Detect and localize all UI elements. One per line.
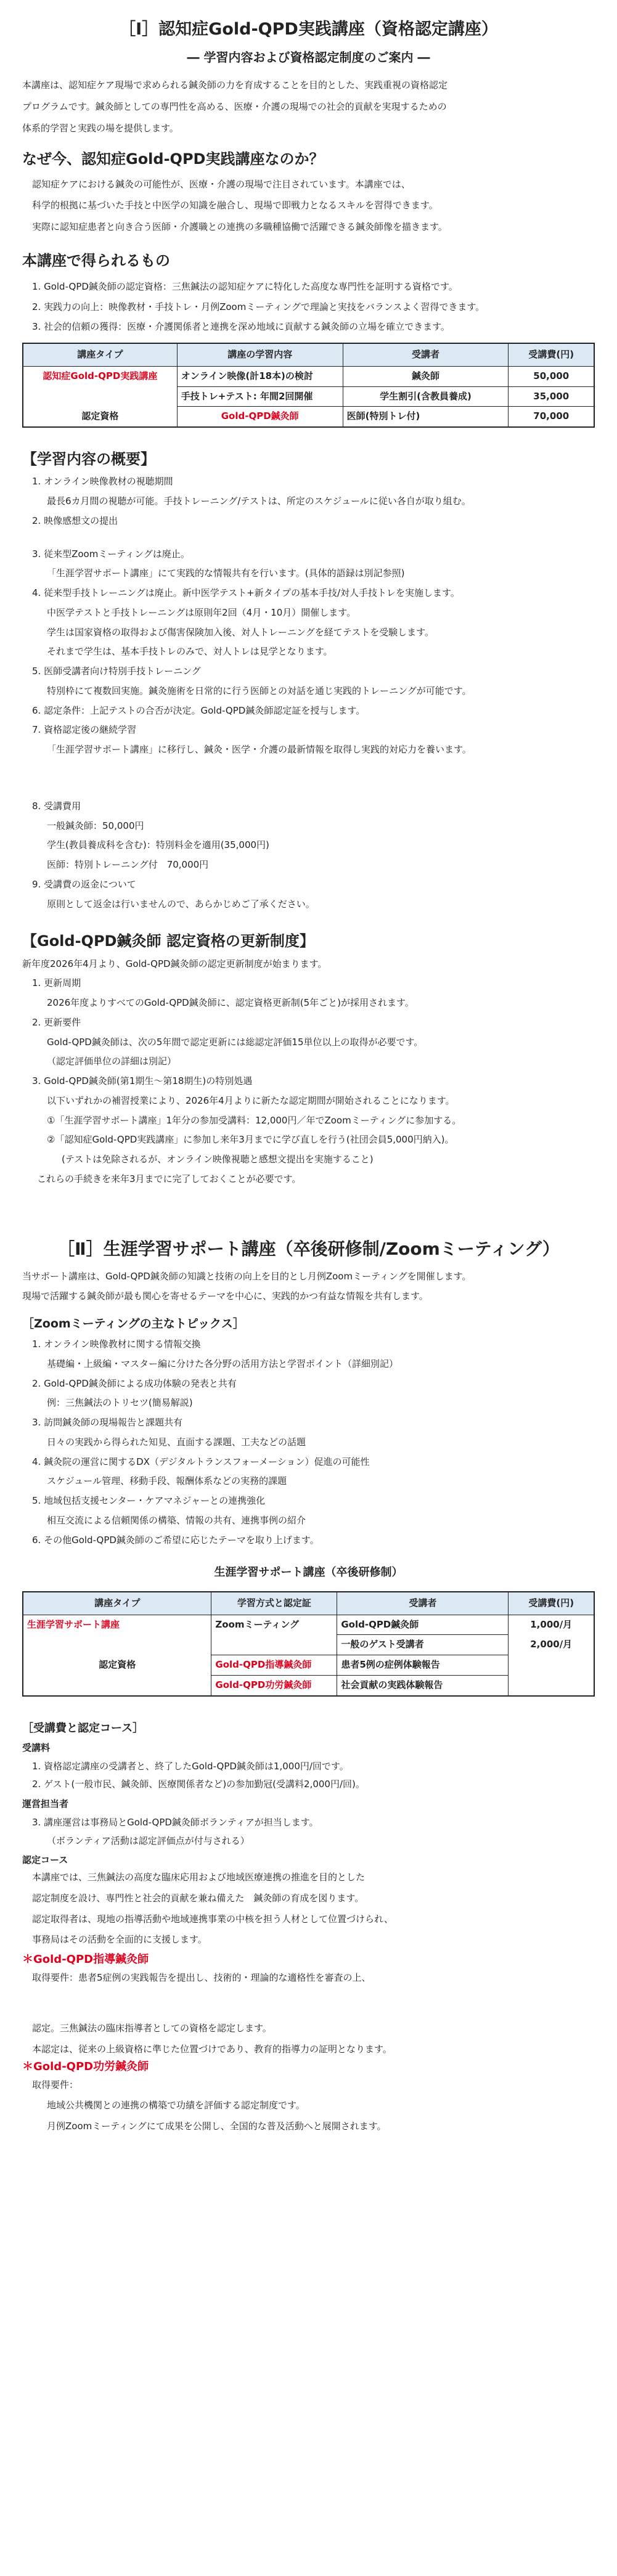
merit-cert-heading: ＊Gold-QPD功労鍼灸師 (22, 2060, 149, 2073)
list-item: 5. 医師受講者向け特別手技トレーニング (32, 666, 201, 677)
gain-list (22, 280, 595, 334)
merit-cert-line: 地域公共機関との連携の構築で功績を評価する認定制度です。 (47, 2100, 305, 2111)
list-item: 2. 更新要件 (32, 1016, 81, 1028)
list-item: 1. 更新周期 (32, 977, 81, 989)
instructor-cert-line: 認定。三焦鍼法の臨床指導者としての資格を認定します。 (32, 2023, 272, 2034)
table-header: 受講費(円) (509, 343, 594, 366)
list-item: 3. Gold-QPD鍼灸師(第1期生〜第18期生)の特別処遇 (32, 1075, 253, 1087)
intro-line: プログラムです。鍼灸師としての専門性を高める、医療・介護の現場での社会的貢献を実現するための (22, 100, 447, 112)
support-method: Zoomミーティング (211, 1615, 337, 1635)
list-item: 1. オンライン映像教材に関する情報交換 (32, 1339, 201, 1350)
table-header-row (23, 1592, 594, 1615)
instructor-cert-line: 本認定は、従来の上級資格に準じた位置づけであり、教育的指導力の証明となります。 (32, 2043, 392, 2055)
support-method: Gold-QPD指導鍼灸師 (211, 1655, 337, 1676)
fee-lines (22, 1760, 595, 1792)
list-item: 学生は国家資格の取得および傷害保険加入後、対人トレーニングを経てテストを受験します。 (47, 626, 434, 638)
table-header: 受講者 (337, 1592, 509, 1615)
support-type-cert: 認定資格 (23, 1655, 211, 1676)
course-content: オンライン映像(計18本)の検討 (177, 366, 343, 386)
list-item: 3. 講座運営は事務局とGold-QPD鍼灸師ボランティアが担当します。 (32, 1816, 319, 1828)
course-content: Gold-QPD鍼灸師 (177, 407, 343, 427)
support-person: 社会貢献の実践体験報告 (337, 1675, 509, 1695)
instructor-cert-heading: ＊Gold-QPD指導鍼灸師 (22, 1953, 149, 1967)
instructor-cert-req: 取得要件：患者5症例の実践報告を提出し、技術的・理論的な適格性を審査の上、 (32, 1972, 371, 1984)
topics-list (22, 1338, 595, 1547)
table-row (23, 1635, 594, 1655)
why-line: 科学的根拠に基づいた手技と中医学の知識を融合し、現場で即戦力となるスキルを習得できます。 (32, 200, 438, 211)
list-item: 7. 資格認定後の継続学習 (32, 724, 137, 736)
part2-intro-line: 現場で活躍する鍼灸師が最も関心を寄せるテーマを中心に、実践的かつ有益な情報を共有します。 (22, 1290, 428, 1302)
support-person: Gold-QPD鍼灸師 (337, 1615, 509, 1635)
list-item: 例：三焦鍼法のトリセツ(簡易解説) (47, 1397, 193, 1409)
table2-caption: 生涯学習サポート講座（卒後研修制） (214, 1566, 403, 1579)
support-table (22, 1591, 595, 1697)
page-subtitle: ― 学習内容および資格認定制度のご案内 ― (187, 50, 430, 65)
list-item: 医師：特別トレーニング付 70,000円 (47, 859, 209, 871)
renewal-heading: 【Gold-QPD鍼灸師 認定資格の更新制度】 (22, 932, 314, 950)
part2-heading: ［Ⅱ］生涯学習サポート講座（卒後研修制/Zoomミーティング） (57, 1238, 560, 1259)
table-row (23, 386, 594, 407)
cert-sub-heading: 認定コース (22, 1854, 68, 1866)
support-method: Gold-QPD功労鍼灸師 (211, 1675, 337, 1695)
intro-line: 本講座は、認知症ケア現場で求められる鍼灸師の力を育成することを目的とした、実践重視の資格認定 (22, 79, 448, 91)
list-item: 「生涯学習サポート講座」に移行し、鍼灸・医学・介護の最新情報を取得し実践的対応力を養います。 (47, 744, 472, 756)
why-heading: なぜ今、認知症Gold-QPD実践講座なのか？ (22, 150, 324, 168)
list-item: ①「生涯学習サポート講座」1年分の参加受講料：12,000円／年でZoomミーティングに参加する。 (47, 1114, 462, 1126)
list-item: 2. Gold-QPD鍼灸師による成功体験の発表と共有 (32, 1377, 237, 1389)
list-item: ②「認知症Gold-QPD実践講座」に参加し来年3月までに学び直しを行う(社団会員5,000円納入)。 (47, 1134, 454, 1146)
gain-heading: 本講座で得られるもの (22, 251, 170, 269)
fee-course-heading: ［受講費と認定コース］ (22, 1721, 144, 1735)
list-item: 5. 地域包括支援センター・ケアマネジャーとの連携強化 (32, 1495, 266, 1507)
list-item: 1. オンライン映像教材の視聴期間 (32, 476, 173, 487)
fees-list (22, 800, 595, 911)
table-row (23, 1655, 594, 1676)
table-header: 講座タイプ (23, 1592, 211, 1615)
course-person: 医師(特別トレ付) (343, 407, 509, 427)
list-item: 「生涯学習サポート講座」にて実践的な情報共有を行います。(具体的語録は別記参照) (47, 568, 405, 579)
gain-item: 1. Gold-QPD鍼灸師の認定資格：三焦鍼法の認知症ケアに特化した高度な専門性を証明する資格です。 (32, 280, 458, 292)
list-item: 1. 資格認定講座の受講者と、終了したGold-QPD鍼灸師は1,000円/回です。 (32, 1760, 349, 1772)
merit-cert-req: 取得要件： (32, 2079, 79, 2090)
cert-line: 認定制度を設け、専門性と社会的貢献を兼ね備えた 鍼灸師の育成を図ります。 (32, 1892, 364, 1904)
fee-sub-heading: 受講料 (22, 1742, 51, 1753)
list-item: 原則として返金は行いませんので、あらかじめご了承ください。 (47, 898, 315, 910)
support-fee: 2,000/月 (509, 1635, 594, 1655)
table-row (23, 407, 594, 427)
table-row (23, 1615, 594, 1635)
table-header-row (23, 343, 594, 366)
part2-intro (22, 1270, 595, 1303)
list-item: 中医学テストと手技トレーニングは原則年2回（4月・10月）開催します。 (47, 606, 356, 618)
list-item: それまで学生は、基本手技トレのみで、対人トレは見学となります。 (47, 646, 333, 658)
support-type-name: 生涯学習サポート講座 (23, 1615, 211, 1635)
list-item: 一般鍼灸師：50,000円 (47, 820, 144, 831)
cert-line: 本講座では、三焦鍼法の高度な臨床応用および地域医療連携の推進を目的とした (32, 1872, 366, 1883)
course-table (22, 343, 595, 428)
why-line: 認知症ケアにおける鍼灸の可能性が、医療・介護の現場で注目されています。本講座では、 (32, 178, 411, 190)
cert-line: 認定取得者は、現地の指導活動や地域連携事業の中核を担う人材として位置づけられ、 (32, 1913, 393, 1925)
gain-item: 3. 社会的信頼の獲得：医療・介護関係者と連携を深め地域に貢献する鍼灸師の立場を確立できます。 (32, 321, 450, 333)
course-fee: 70,000 (509, 407, 594, 427)
table-header: 講座タイプ (23, 343, 177, 366)
list-item: スケジュール管理、移動手段、報酬体系などの実務的課題 (47, 1475, 287, 1487)
list-item (22, 534, 595, 542)
table-header: 学習方式と認定証 (211, 1592, 337, 1615)
list-item: 4. 従来型手技トレーニングは廃止。新中医学テスト+新タイプの基本手技/対人手技トレを実施します。 (32, 587, 460, 599)
list-item: 基礎編・上級編・マスター編に分けた各分野の活用方法と学習ポイント（詳細別記） (47, 1358, 399, 1369)
summary-heading: 【学習内容の概要】 (22, 450, 155, 468)
course-person: 学生割引(含教員養成) (343, 386, 509, 407)
course-type-name: 認知症Gold-QPD実践講座 (23, 366, 177, 386)
table-row (23, 366, 594, 386)
course-fee: 50,000 (509, 366, 594, 386)
why-body (22, 178, 595, 234)
list-item: 6. その他Gold-QPD鍼灸師のご希望に応じたテーマを取り上げます。 (32, 1534, 319, 1546)
support-fee: 1,000/月 (509, 1615, 594, 1635)
course-fee: 35,000 (509, 386, 594, 407)
list-item: 3. 従来型Zoomミーティングは廃止。 (32, 548, 190, 560)
list-item: 4. 鍼灸院の運営に関するDX（デジタルトランスフォーメーション）促進の可能性 (32, 1456, 370, 1467)
part2-intro-line: 当サポート講座は、Gold-QPD鍼灸師の知識と技術の向上を目的とし月例Zoomミーティングを開催します。 (22, 1270, 472, 1282)
table-header: 受講費(円) (509, 1592, 594, 1615)
renewal-list (22, 958, 595, 1186)
instructor-cert-body (22, 2022, 595, 2056)
merit-cert-line: 月例Zoomミーティングにて成果を公開し、全国的な普及活動へと展開されます。 (47, 2121, 386, 2132)
list-item: 2. ゲスト(一般市民、鍼灸師、医療関係者など)の参加勤冠(受講料2,000円/回)。 (32, 1779, 365, 1790)
gain-item: 2. 実践力の向上：映像教材・手技トレ・月例Zoomミーティングで理論と実技をバランスよく習得できます。 (32, 301, 485, 312)
page-title: ［Ⅰ］認知症Gold-QPD実践講座（資格認定講座） (119, 20, 498, 39)
list-item: 8. 受講費用 (32, 800, 81, 812)
intro (22, 79, 595, 135)
operator-lines (22, 1816, 595, 1848)
list-item: 特別枠にて複数回実施。鍼灸施術を日常的に行う医師との対話を通じ実践的トレーニングが可能です。 (47, 685, 472, 696)
list-item: (テストは免除されるが、オンライン映像視聴と感想文提出を実施すること) (62, 1154, 374, 1165)
table-row (23, 1675, 594, 1695)
list-item: 相互交流による信頼関係の構築、情報の共有、連携事例の紹介 (47, 1514, 306, 1526)
course-type-cert: 認定資格 (23, 407, 177, 427)
summary-list (22, 475, 595, 757)
list-item: （ボランティア活動は認定評価点が付与される） (47, 1835, 250, 1846)
list-item: これらの手続きを来年3月までに完了しておくことが必要です。 (37, 1173, 301, 1184)
course-content: 手技トレ+テスト: 年間2回開催 (177, 386, 343, 407)
list-item: 最長6カ月間の視聴が可能。手技トレーニング/テストは、所定のスケジュールに従い各自が取り組む。 (47, 495, 471, 507)
list-item: 学生(教員養成科を含む)：特別料金を適用(35,000円) (47, 839, 269, 851)
support-person: 患者5例の症例体験報告 (337, 1655, 509, 1676)
table-header: 講座の学習内容 (177, 343, 343, 366)
intro-line: 体系的学習と実践の場を提供します。 (22, 122, 179, 134)
why-line: 実際に認知症患者と向き合う医師・介護職との連携の多職種協働で活躍できる鍼灸師像を描きます。 (32, 221, 447, 233)
list-item: 6. 認定条件：上記テストの合否が決定。Gold-QPD鍼灸師認定証を授与します。 (32, 704, 366, 716)
list-item: 新年度2026年4月より、Gold-QPD鍼灸師の認定更新制度が始まります。 (22, 958, 327, 969)
list-item: 9. 受講費の返金について (32, 878, 136, 890)
list-item: 2026年度よりすべてのGold-QPD鍼灸師に、認定資格更新制(5年ごと)が採用されます。 (47, 997, 414, 1009)
cert-line: 事務局はその活動を全面的に支援します。 (32, 1934, 207, 1946)
course-person: 鍼灸師 (343, 366, 509, 386)
list-item: Gold-QPD鍼灸師は、次の5年間で認定更新には総認定評価15単位以上の取得が必要です。 (47, 1036, 423, 1048)
list-item: 3. 訪問鍼灸師の現場報告と課題共有 (32, 1417, 183, 1429)
table-header: 受講者 (343, 343, 509, 366)
list-item: 2. 映像感想文の提出 (32, 515, 118, 526)
support-person: 一般のゲスト受講者 (337, 1635, 509, 1655)
list-item: 以下いずれかの補習授業により、2026年4月よりに新たな認定期間が開始されることになります。 (47, 1094, 455, 1106)
cert-body (22, 1871, 595, 1947)
topics-heading: ［Zoomミーティングの主なトピックス］ (22, 1317, 245, 1331)
list-item: （認定評価単位の詳細は別記） (47, 1056, 177, 1067)
list-item: 日々の実践から得られた知見、直面する課題、工夫などの話題 (47, 1436, 306, 1448)
operator-sub-heading: 運営担当者 (22, 1798, 69, 1810)
merit-cert-body (22, 2099, 595, 2134)
